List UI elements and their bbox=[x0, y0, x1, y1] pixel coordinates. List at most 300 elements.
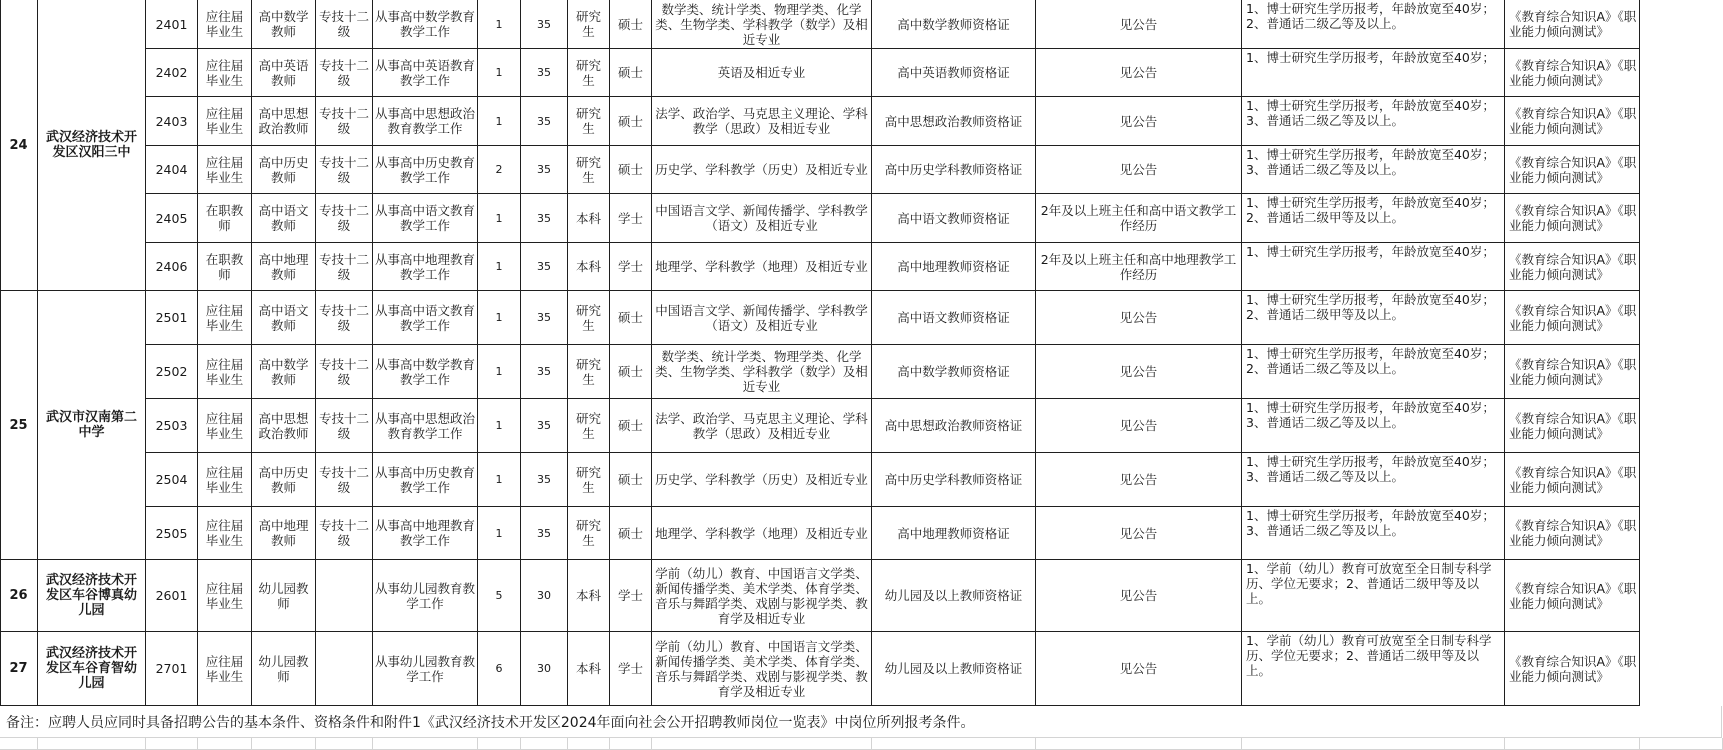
cell-exp bbox=[1036, 345, 1242, 399]
cell-duty bbox=[373, 146, 478, 194]
cell-other bbox=[1242, 632, 1505, 706]
cell-code-text: 2501 bbox=[155, 310, 188, 325]
cell-cert-text: 高中思想政治教师资格证 bbox=[884, 418, 1023, 433]
cell-code bbox=[146, 399, 198, 453]
cell-code bbox=[146, 507, 198, 560]
cell-duty bbox=[373, 560, 478, 632]
unit-name-text: 武汉经济技术开发区车谷育智幼儿园 bbox=[45, 646, 137, 691]
cell-edu-text: 研究生 bbox=[575, 302, 601, 333]
cell-code-text: 2502 bbox=[155, 364, 188, 379]
cell-major bbox=[652, 243, 872, 291]
cell-age bbox=[521, 345, 568, 399]
cell-major bbox=[652, 0, 872, 49]
cell-level bbox=[316, 345, 373, 399]
unit-name-text: 武汉市汉南第二中学 bbox=[45, 410, 137, 440]
cell-count-text: 1 bbox=[495, 260, 503, 273]
cell-target-text: 应往届毕业生 bbox=[205, 580, 244, 611]
cell-degree bbox=[610, 0, 652, 49]
cell-level bbox=[316, 49, 373, 97]
cell-post bbox=[252, 399, 316, 453]
empty-cell bbox=[1242, 738, 1505, 750]
cell-duty-text: 从事高中地理教育教学工作 bbox=[375, 251, 476, 282]
cell-target-text: 在职教师 bbox=[205, 203, 244, 233]
cell-major bbox=[652, 194, 872, 243]
empty-cell bbox=[1640, 738, 1723, 750]
cell-major bbox=[652, 507, 872, 560]
cell-exp-text: 见公告 bbox=[1119, 162, 1158, 177]
cell-count-text: 2 bbox=[495, 163, 503, 176]
cell-target-text: 应往届毕业生 bbox=[205, 518, 244, 548]
cell-count-text: 1 bbox=[495, 419, 503, 432]
cell-major-text: 历史学、学科教学（历史）及相近专业 bbox=[655, 472, 868, 487]
cell-degree bbox=[610, 399, 652, 453]
cell-duty-text: 从事高中思想政治教育教学工作 bbox=[375, 410, 476, 441]
cell-exam bbox=[1505, 345, 1640, 399]
cell-post bbox=[252, 243, 316, 291]
cell-target bbox=[198, 97, 252, 146]
cell-other-text: 1、博士研究生学历报考，年龄放宽至40岁；3、普通话二级乙等及以上。 bbox=[1246, 147, 1495, 177]
cell-age-text: 30 bbox=[537, 662, 551, 675]
cell-edu-text: 研究生 bbox=[575, 518, 601, 548]
cell-cert-text: 高中地理教师资格证 bbox=[897, 525, 1010, 541]
cell-major-text: 历史学、学科教学（历史）及相近专业 bbox=[655, 162, 868, 177]
cell-level-text: 专技十二级 bbox=[318, 356, 369, 387]
cell-level bbox=[316, 453, 373, 507]
cell-edu-text: 研究生 bbox=[575, 356, 601, 387]
cell-other-text: 1、博士研究生学历报考，年龄放宽至40岁；3、普通话二级乙等及以上。 bbox=[1246, 454, 1495, 484]
cell-degree-text: 硕士 bbox=[617, 418, 643, 433]
cell-post bbox=[252, 345, 316, 399]
cell-code bbox=[146, 194, 198, 243]
cell-major-text: 法学、政治学、马克思主义理论、学科教学（思政）及相近专业 bbox=[655, 106, 868, 136]
cell-major-text: 英语及相近专业 bbox=[717, 65, 806, 80]
unit-name bbox=[38, 0, 146, 291]
cell-target bbox=[198, 243, 252, 291]
cell-code bbox=[146, 453, 198, 507]
cell-degree-text: 硕士 bbox=[617, 472, 643, 487]
cell-degree bbox=[610, 194, 652, 243]
cell-cert-text: 高中数学教师资格证 bbox=[897, 16, 1010, 32]
cell-level bbox=[316, 97, 373, 146]
cell-exam-text: 《教育综合知识A》《职业能力倾向测试》 bbox=[1509, 580, 1637, 611]
cell-count bbox=[478, 97, 521, 146]
cell-count-text: 1 bbox=[495, 66, 503, 79]
cell-duty-text: 从事高中语文教育教学工作 bbox=[375, 302, 476, 333]
cell-other bbox=[1242, 49, 1505, 97]
empty-cell bbox=[38, 738, 146, 750]
cell-duty-text: 从事高中英语教育教学工作 bbox=[375, 57, 476, 88]
cell-duty bbox=[373, 399, 478, 453]
cell-major bbox=[652, 146, 872, 194]
cell-other bbox=[1242, 146, 1505, 194]
cell-major bbox=[652, 291, 872, 345]
cell-cert-text: 高中语文教师资格证 bbox=[897, 210, 1010, 226]
cell-other-text: 1、博士研究生学历报考，年龄放宽至40岁；2、普通话二级乙等及以上。 bbox=[1246, 346, 1495, 376]
cell-cert-text: 高中语文教师资格证 bbox=[897, 310, 1010, 325]
cell-level-text: 专技十二级 bbox=[318, 154, 369, 185]
cell-exp-text: 见公告 bbox=[1119, 16, 1158, 32]
cell-edu-text: 研究生 bbox=[575, 154, 601, 185]
cell-exam-text: 《教育综合知识A》《职业能力倾向测试》 bbox=[1509, 464, 1637, 495]
cell-duty bbox=[373, 0, 478, 49]
cell-count bbox=[478, 632, 521, 706]
unit-name bbox=[38, 291, 146, 560]
cell-target bbox=[198, 291, 252, 345]
cell-exam bbox=[1505, 49, 1640, 97]
cell-target-text: 应往届毕业生 bbox=[205, 106, 244, 136]
cell-exam-text: 《教育综合知识A》《职业能力倾向测试》 bbox=[1509, 518, 1637, 548]
cell-level bbox=[316, 632, 373, 706]
cell-code bbox=[146, 146, 198, 194]
cell-edu bbox=[568, 399, 610, 453]
cell-exam bbox=[1505, 291, 1640, 345]
cell-age bbox=[521, 291, 568, 345]
cell-edu bbox=[568, 49, 610, 97]
cell-other-text: 1、博士研究生学历报考，年龄放宽至40岁；2、普通话二级甲等及以上。 bbox=[1246, 292, 1495, 322]
cell-exp-text: 2年及以上班主任和高中地理教学工作经历 bbox=[1040, 251, 1237, 282]
unit-number bbox=[0, 632, 38, 706]
cell-major bbox=[652, 399, 872, 453]
cell-other bbox=[1242, 194, 1505, 243]
cell-exam bbox=[1505, 97, 1640, 146]
cell-code-text: 2402 bbox=[155, 65, 188, 80]
cell-cert bbox=[872, 632, 1036, 706]
cell-post-text: 高中地理教师 bbox=[258, 518, 309, 548]
cell-edu bbox=[568, 345, 610, 399]
cell-exp bbox=[1036, 632, 1242, 706]
cell-exam bbox=[1505, 507, 1640, 560]
unit-number bbox=[0, 291, 38, 560]
cell-edu-text: 本科 bbox=[575, 588, 601, 603]
cell-count bbox=[478, 453, 521, 507]
cell-count bbox=[478, 345, 521, 399]
cell-level-text: 专技十二级 bbox=[318, 57, 369, 88]
cell-post bbox=[252, 560, 316, 632]
cell-degree-text: 学士 bbox=[617, 259, 643, 274]
cell-exam-text: 《教育综合知识A》《职业能力倾向测试》 bbox=[1509, 106, 1637, 136]
cell-exp bbox=[1036, 0, 1242, 49]
cell-target-text: 应往届毕业生 bbox=[205, 57, 244, 88]
cell-exam bbox=[1505, 632, 1640, 706]
cell-post bbox=[252, 453, 316, 507]
cell-exp-text: 见公告 bbox=[1119, 310, 1158, 325]
cell-other-text: 1、学前（幼儿）教育可放宽至全日制专科学历、学位无要求；2、普通话二级甲等及以上。 bbox=[1246, 561, 1492, 606]
cell-major bbox=[652, 97, 872, 146]
empty-cell bbox=[1505, 738, 1640, 750]
cell-other bbox=[1242, 399, 1505, 453]
cell-target-text: 应往届毕业生 bbox=[205, 154, 244, 185]
cell-exam bbox=[1505, 0, 1640, 49]
cell-duty-text: 从事高中历史教育教学工作 bbox=[375, 154, 476, 185]
cell-degree-text: 学士 bbox=[617, 661, 643, 676]
cell-age bbox=[521, 49, 568, 97]
cell-other bbox=[1242, 345, 1505, 399]
cell-age-text: 35 bbox=[537, 526, 551, 540]
cell-exp-text: 见公告 bbox=[1119, 113, 1158, 129]
cell-exp bbox=[1036, 243, 1242, 291]
cell-age bbox=[521, 97, 568, 146]
cell-code-text: 2403 bbox=[155, 113, 188, 129]
cell-target-text: 应往届毕业生 bbox=[205, 302, 244, 333]
table-left-border bbox=[0, 0, 1, 706]
cell-edu bbox=[568, 0, 610, 49]
cell-exam bbox=[1505, 399, 1640, 453]
cell-major bbox=[652, 632, 872, 706]
cell-target bbox=[198, 146, 252, 194]
cell-code-text: 2401 bbox=[155, 16, 188, 32]
cell-count-text: 1 bbox=[495, 114, 503, 128]
cell-exp-text: 见公告 bbox=[1119, 364, 1158, 379]
cell-code bbox=[146, 560, 198, 632]
cell-level bbox=[316, 194, 373, 243]
cell-cert bbox=[872, 243, 1036, 291]
cell-age-text: 35 bbox=[537, 260, 551, 273]
cell-count bbox=[478, 243, 521, 291]
cell-cert bbox=[872, 49, 1036, 97]
cell-exp-text: 见公告 bbox=[1119, 525, 1158, 541]
cell-level-text: 专技十二级 bbox=[318, 302, 369, 333]
cell-post-text: 高中思想政治教师 bbox=[258, 106, 309, 136]
cell-post bbox=[252, 291, 316, 345]
cell-cert bbox=[872, 345, 1036, 399]
cell-code bbox=[146, 97, 198, 146]
cell-level-text: 专技十二级 bbox=[318, 251, 369, 282]
cell-count-text: 1 bbox=[495, 526, 503, 540]
cell-count-text: 1 bbox=[495, 365, 503, 378]
cell-major-text: 学前（幼儿）教育、中国语言文学类、新闻传播学类、美术学类、体育学类、音乐与舞蹈学类、戏剧与影视学类、教育学及相近专业 bbox=[655, 638, 868, 699]
cell-post-text: 高中数学教师 bbox=[258, 9, 309, 39]
cell-exam bbox=[1505, 453, 1640, 507]
cell-major-text: 数学类、统计学类、物理学类、化学类、生物学类、学科教学（数学）及相近专业 bbox=[655, 1, 868, 47]
cell-degree-text: 硕士 bbox=[617, 65, 643, 80]
empty-cell bbox=[478, 738, 521, 750]
cell-degree-text: 硕士 bbox=[617, 16, 643, 32]
cell-duty bbox=[373, 453, 478, 507]
cell-other-text: 1、学前（幼儿）教育可放宽至全日制专科学历、学位无要求；2、普通话二级甲等及以上。 bbox=[1246, 633, 1492, 678]
cell-cert bbox=[872, 194, 1036, 243]
unit-number-text: 25 bbox=[9, 417, 28, 433]
cell-level bbox=[316, 560, 373, 632]
cell-post bbox=[252, 97, 316, 146]
cell-exp bbox=[1036, 291, 1242, 345]
empty-cell bbox=[198, 738, 252, 750]
cell-exam bbox=[1505, 194, 1640, 243]
cell-edu-text: 研究生 bbox=[575, 106, 601, 136]
cell-level-text: 专技十二级 bbox=[318, 410, 369, 441]
cell-count bbox=[478, 194, 521, 243]
cell-count-text: 1 bbox=[495, 211, 503, 225]
cell-degree bbox=[610, 97, 652, 146]
cell-target-text: 应往届毕业生 bbox=[205, 356, 244, 387]
cell-other-text: 1、博士研究生学历报考，年龄放宽至40岁；3、普通话二级乙等及以上。 bbox=[1246, 508, 1495, 538]
cell-exam-text: 《教育综合知识A》《职业能力倾向测试》 bbox=[1509, 356, 1637, 387]
cell-cert-text: 幼儿园及以上教师资格证 bbox=[884, 588, 1023, 603]
cell-exam-text: 《教育综合知识A》《职业能力倾向测试》 bbox=[1509, 154, 1637, 185]
cell-edu bbox=[568, 194, 610, 243]
cell-cert-text: 高中英语教师资格证 bbox=[897, 65, 1010, 80]
cell-degree bbox=[610, 453, 652, 507]
cell-count-text: 1 bbox=[495, 311, 503, 324]
cell-level bbox=[316, 399, 373, 453]
cell-exam bbox=[1505, 243, 1640, 291]
cell-age-text: 35 bbox=[537, 365, 551, 378]
cell-degree bbox=[610, 291, 652, 345]
cell-exp bbox=[1036, 97, 1242, 146]
cell-exp-text: 见公告 bbox=[1119, 65, 1158, 80]
cell-degree bbox=[610, 345, 652, 399]
unit-number-text: 26 bbox=[9, 588, 28, 603]
cell-target bbox=[198, 560, 252, 632]
cell-cert bbox=[872, 453, 1036, 507]
cell-level bbox=[316, 243, 373, 291]
cell-duty-text: 从事高中历史教育教学工作 bbox=[375, 464, 476, 495]
cell-edu bbox=[568, 146, 610, 194]
empty-cell bbox=[146, 738, 198, 750]
cell-target bbox=[198, 632, 252, 706]
cell-major-text: 数学类、统计学类、物理学类、化学类、生物学类、学科教学（数学）及相近专业 bbox=[655, 349, 868, 394]
cell-cert-text: 高中历史学科教师资格证 bbox=[884, 162, 1023, 177]
cell-cert bbox=[872, 507, 1036, 560]
cell-level-text: 专技十二级 bbox=[318, 203, 369, 233]
cell-count bbox=[478, 399, 521, 453]
cell-age bbox=[521, 146, 568, 194]
cell-major bbox=[652, 345, 872, 399]
cell-cert-text: 幼儿园及以上教师资格证 bbox=[884, 661, 1023, 676]
cell-count bbox=[478, 49, 521, 97]
cell-level-text: 专技十二级 bbox=[318, 518, 369, 548]
cell-target bbox=[198, 0, 252, 49]
cell-age-text: 35 bbox=[537, 66, 551, 79]
cell-age-text: 35 bbox=[537, 419, 551, 432]
cell-edu bbox=[568, 453, 610, 507]
cell-edu bbox=[568, 507, 610, 560]
cell-level bbox=[316, 507, 373, 560]
cell-age bbox=[521, 194, 568, 243]
cell-other bbox=[1242, 507, 1505, 560]
cell-exam-text: 《教育综合知识A》《职业能力倾向测试》 bbox=[1509, 203, 1637, 233]
cell-duty bbox=[373, 243, 478, 291]
cell-count bbox=[478, 291, 521, 345]
cell-post bbox=[252, 632, 316, 706]
cell-degree-text: 硕士 bbox=[617, 162, 643, 177]
cell-age-text: 35 bbox=[537, 114, 551, 128]
cell-code-text: 2406 bbox=[155, 259, 188, 274]
cell-duty bbox=[373, 49, 478, 97]
cell-edu-text: 研究生 bbox=[575, 57, 601, 88]
cell-exp-text: 见公告 bbox=[1119, 472, 1158, 487]
cell-code bbox=[146, 632, 198, 706]
cell-post-text: 高中历史教师 bbox=[258, 154, 309, 185]
cell-degree bbox=[610, 560, 652, 632]
cell-degree-text: 硕士 bbox=[617, 113, 643, 129]
cell-major-text: 中国语言文学、新闻传播学、学科教学（语文）及相近专业 bbox=[655, 203, 868, 233]
cell-cert bbox=[872, 0, 1036, 49]
cell-duty-text: 从事高中语文教育教学工作 bbox=[375, 203, 476, 233]
cell-count bbox=[478, 560, 521, 632]
cell-code bbox=[146, 49, 198, 97]
cell-cert bbox=[872, 97, 1036, 146]
unit-name bbox=[38, 560, 146, 632]
cell-cert bbox=[872, 146, 1036, 194]
cell-exam bbox=[1505, 560, 1640, 632]
empty-cell bbox=[252, 738, 316, 750]
unit-number bbox=[0, 0, 38, 291]
cell-other-text: 1、博士研究生学历报考，年龄放宽至40岁；2、普通话二级乙等及以上。 bbox=[1246, 1, 1495, 31]
cell-degree bbox=[610, 49, 652, 97]
cell-code bbox=[146, 291, 198, 345]
cell-degree-text: 硕士 bbox=[617, 364, 643, 379]
cell-duty-text: 从事高中思想政治教育教学工作 bbox=[375, 106, 476, 136]
cell-exp bbox=[1036, 399, 1242, 453]
empty-cell bbox=[0, 738, 38, 750]
cell-duty-text: 从事高中地理教育教学工作 bbox=[375, 518, 476, 548]
empty-cell bbox=[610, 738, 652, 750]
cell-count-text: 6 bbox=[495, 662, 503, 675]
cell-code-text: 2701 bbox=[155, 661, 188, 676]
cell-duty bbox=[373, 194, 478, 243]
cell-post bbox=[252, 507, 316, 560]
cell-duty bbox=[373, 507, 478, 560]
cell-degree bbox=[610, 632, 652, 706]
cell-post-text: 高中历史教师 bbox=[258, 464, 309, 495]
cell-cert-text: 高中地理教师资格证 bbox=[897, 259, 1010, 274]
cell-duty bbox=[373, 632, 478, 706]
cell-duty-text: 从事高中数学教育教学工作 bbox=[375, 9, 476, 39]
empty-cell bbox=[316, 738, 373, 750]
cell-major bbox=[652, 560, 872, 632]
cell-major-text: 地理学、学科教学（地理）及相近专业 bbox=[655, 525, 868, 541]
cell-level bbox=[316, 0, 373, 49]
cell-edu bbox=[568, 632, 610, 706]
cell-edu bbox=[568, 243, 610, 291]
cell-post-text: 高中数学教师 bbox=[258, 356, 309, 387]
cell-degree-text: 学士 bbox=[617, 210, 643, 226]
cell-exp bbox=[1036, 49, 1242, 97]
cell-target bbox=[198, 194, 252, 243]
cell-cert-text: 高中历史学科教师资格证 bbox=[884, 472, 1023, 487]
unit-number bbox=[0, 560, 38, 632]
cell-exam-text: 《教育综合知识A》《职业能力倾向测试》 bbox=[1509, 9, 1637, 39]
cell-edu-text: 研究生 bbox=[575, 9, 601, 39]
cell-cert bbox=[872, 560, 1036, 632]
cell-edu-text: 研究生 bbox=[575, 410, 601, 441]
cell-target-text: 应往届毕业生 bbox=[205, 9, 244, 39]
empty-cell bbox=[568, 738, 610, 750]
cell-exp bbox=[1036, 507, 1242, 560]
cell-age bbox=[521, 399, 568, 453]
cell-age bbox=[521, 507, 568, 560]
cell-target bbox=[198, 49, 252, 97]
cell-post bbox=[252, 0, 316, 49]
cell-code-text: 2404 bbox=[155, 162, 188, 177]
cell-target bbox=[198, 345, 252, 399]
cell-target-text: 在职教师 bbox=[205, 251, 244, 282]
cell-exam-text: 《教育综合知识A》《职业能力倾向测试》 bbox=[1509, 302, 1637, 333]
cell-age-text: 35 bbox=[537, 311, 551, 324]
cell-post-text: 高中地理教师 bbox=[258, 251, 309, 282]
cell-edu bbox=[568, 291, 610, 345]
cell-level bbox=[316, 146, 373, 194]
cell-duty-text: 从事幼儿园教育教学工作 bbox=[375, 580, 476, 611]
cell-count-text: 1 bbox=[495, 17, 503, 31]
cell-age-text: 35 bbox=[537, 163, 551, 176]
cell-level-text: 专技十二级 bbox=[318, 106, 369, 136]
cell-code-text: 2601 bbox=[155, 588, 188, 603]
cell-other bbox=[1242, 291, 1505, 345]
cell-count bbox=[478, 0, 521, 49]
remark-note: 备注：应聘人员应同时具备招聘公告的基本条件、资格条件和附件1《武汉经济技术开发区2024年面向社会公开招聘教师岗位一览表》中岗位所列报考条件。 bbox=[6, 715, 975, 731]
unit-number-text: 24 bbox=[9, 137, 28, 153]
